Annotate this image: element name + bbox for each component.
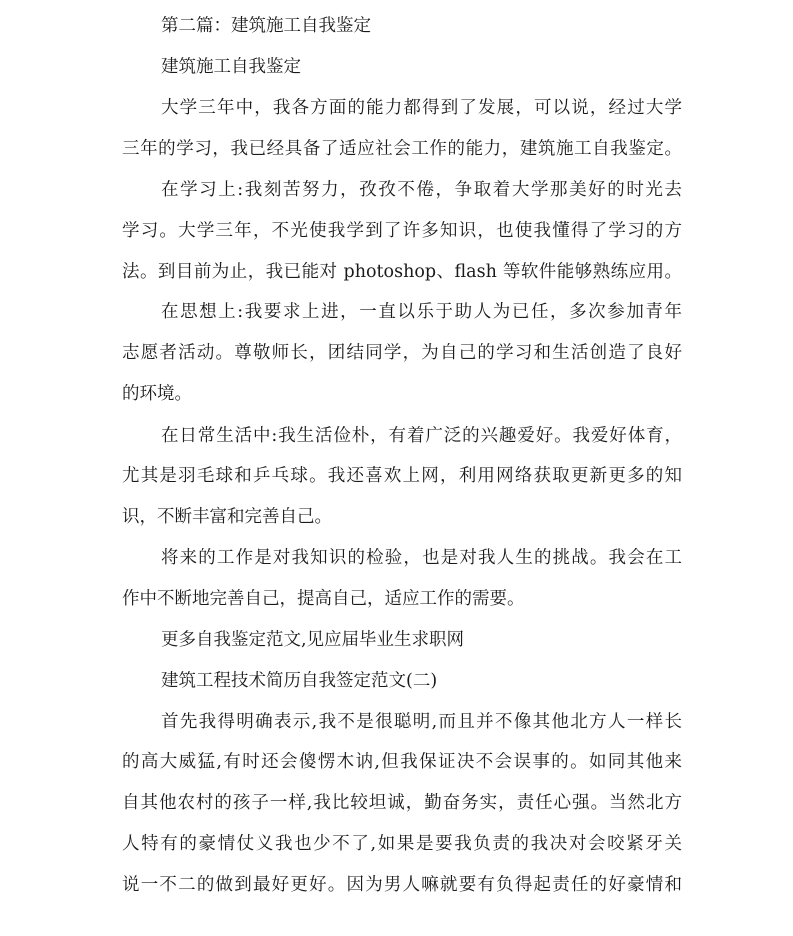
document-title: 建筑施工自我鉴定 [161,57,301,77]
paragraph-line: 自其他农村的孩子一样,我比较坦诚，勤奋务实，责任心强。当然北方 [122,793,682,813]
paragraph-line: 在思想上:我要求上进，一直以乐于助人为已任，多次参加青年 [161,302,682,322]
paragraph-line: 尤其是羽毛球和乒乓球。我还喜欢上网，利用网络获取更新更多的知 [122,466,682,486]
paragraph-line: 法。到目前为止，我已能对 photoshop、flash 等软件能够熟练应用。 [122,262,682,282]
paragraph-line: 识，不断丰富和完善自己。 [122,507,332,527]
paragraph-line: 学习。大学三年，不光使我学到了许多知识，也使我懂得了学习的方 [122,221,682,241]
paragraph-line: 的高大威猛,有时还会傻愣木讷,但我保证决不会误事的。如同其他来 [122,752,682,772]
section-heading: 第二篇：建筑施工自我鉴定 [161,16,371,36]
paragraph-line: 将来的工作是对我知识的检验，也是对我人生的挑战。我会在工 [161,548,682,568]
paragraph-line: 首先我得明确表示,我不是很聪明,而且并不像其他北方人一样长 [161,712,682,732]
paragraph-line: 志愿者活动。尊敬师长，团结同学，为自己的学习和生活创造了良好 [122,343,682,363]
paragraph-line: 的环境。 [122,384,192,404]
paragraph-line: 人特有的豪情仗义我也少不了,如果是要我负责的我决对会咬紧牙关 [122,834,682,854]
paragraph-line: 在学习上:我刻苦努力，孜孜不倦，争取着大学那美好的时光去 [161,180,682,200]
subheading: 建筑工程技术简历自我签定范文(二) [161,671,438,691]
reference-line: 更多自我鉴定范文,见应届毕业生求职网 [161,630,465,650]
paragraph-line: 大学三年中，我各方面的能力都得到了发展，可以说，经过大学 [161,98,682,118]
paragraph-line: 三年的学习，我已经具备了适应社会工作的能力，建筑施工自我鉴定。 [122,139,682,159]
paragraph-line: 在日常生活中:我生活俭朴，有着广泛的兴趣爱好。我爱好体育， [161,426,682,446]
paragraph-line: 作中不断地完善自己，提高自己，适应工作的需要。 [122,589,525,609]
paragraph-line: 说一不二的做到最好更好。因为男人嘛就要有负得起责任的好豪情和 [122,875,682,895]
